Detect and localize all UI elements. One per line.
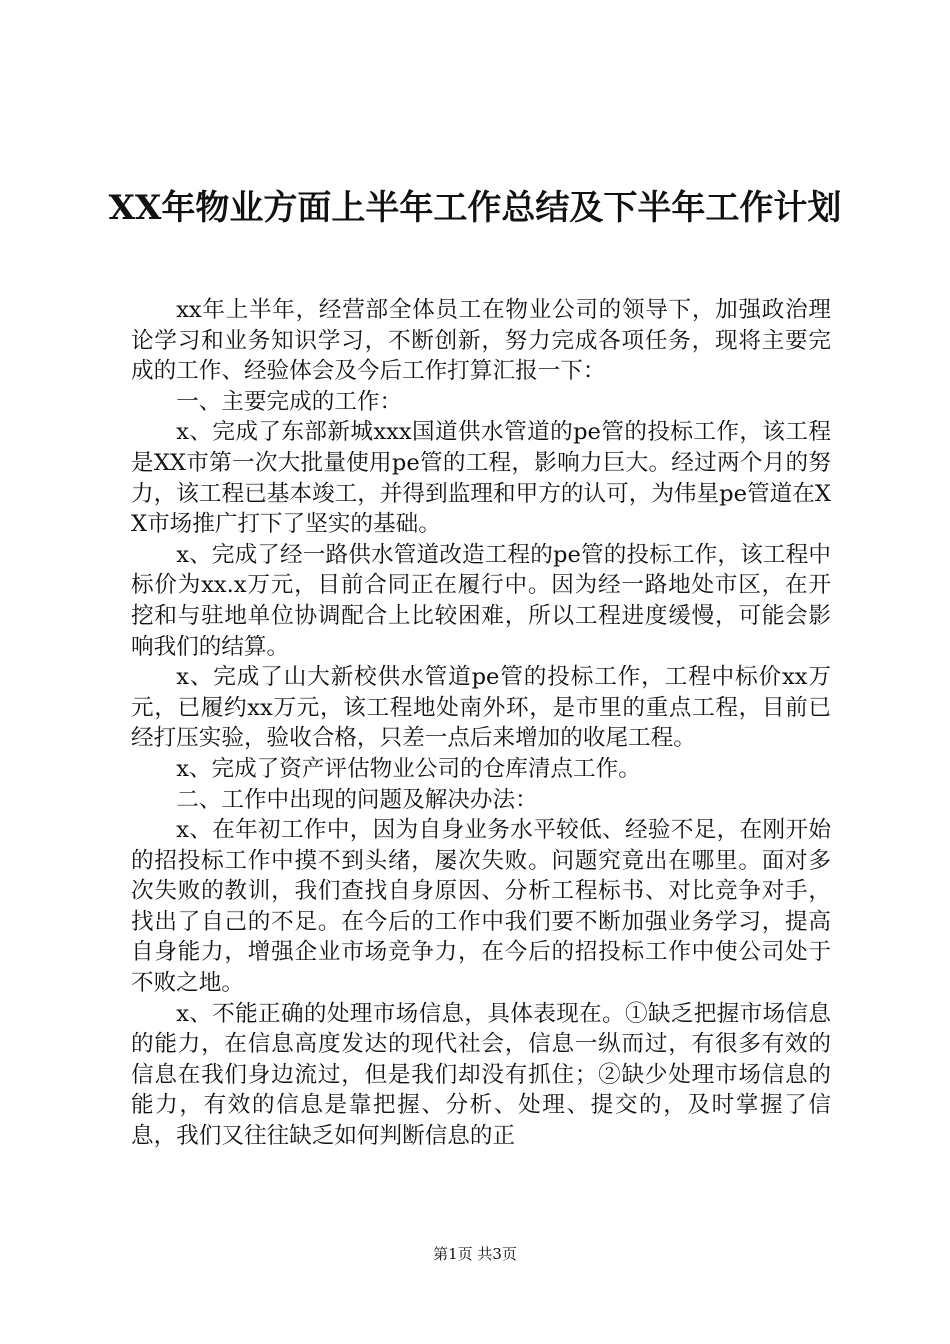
document-body — [131, 295, 831, 1152]
paragraph-work-item-2: x、完成了经一路供水管道改造工程的pe管的投标工作，该工程中标价为xx.x万元，目前合同正在履行中。因为经一路地处市区，在开挖和与驻地单位协调配合上比较困难，所以工程进度缓慢，可能会影响我们的结算。 — [131, 541, 831, 660]
paragraph-problem-2: x、不能正确的处理市场信息，具体表现在。①缺乏把握市场信息的能力，在信息高度发达的现代社会，信息一纵而过，有很多有效的信息在我们身边流过，但是我们却没有抓住；②缺少处理市场信息的能力，有效的信息是靠把握、分析、处理、提交的，及时掌握了信息，我们又往往缺乏如何判断信息的正 — [131, 1000, 831, 1150]
paragraph-work-item-3: x、完成了山大新校供水管道pe管的投标工作，工程中标价xx万元，已履约xx万元，该工程地处南外环，是市里的重点工程，目前已经打压实验，验收合格，只差一点后来增加的收尾工程。 — [131, 664, 831, 752]
section-heading-problems: 二、工作中出现的问题及解决办法： — [176, 786, 538, 813]
page-footer: 第1页 共3页 — [433, 1245, 517, 1263]
paragraph-work-item-1: x、完成了东部新城xxx国道供水管道的pe管的投标工作，该工程是XX市第一次大批量使用pe管的工程，影响力巨大。经过两个月的努力，该工程已基本竣工，并得到监理和甲方的认可，为伟星pe管道在XX市场推广打下了坚实的基础。 — [131, 419, 831, 538]
paragraph-problem-1: x、在年初工作中，因为自身业务水平较低、经验不足，在刚开始的招投标工作中摸不到头绪，屡次失败。问题究竟出在哪里。面对多次失败的教训，我们查找自身原因、分析工程标书、对比竞争对手，找出了自己的不足。在今后的工作中我们要不断加强业务学习，提高自身能力，增强企业市场竞争力，在今后的招投标工作中使公司处于不败之地。 — [131, 817, 831, 997]
document-title: XX年物业方面上半年工作总结及下半年工作计划 — [108, 188, 842, 228]
paragraph-intro: xx年上半年，经营部全体员工在物业公司的领导下，加强政治理论学习和业务知识学习，不断创新，努力完成各项任务，现将主要完成的工作、经验体会及今后工作打算汇报一下： — [131, 297, 831, 385]
section-heading-main-work: 一、主要完成的工作： — [176, 388, 403, 415]
paragraph-work-item-4: x、完成了资产评估物业公司的仓库清点工作。 — [176, 755, 641, 782]
